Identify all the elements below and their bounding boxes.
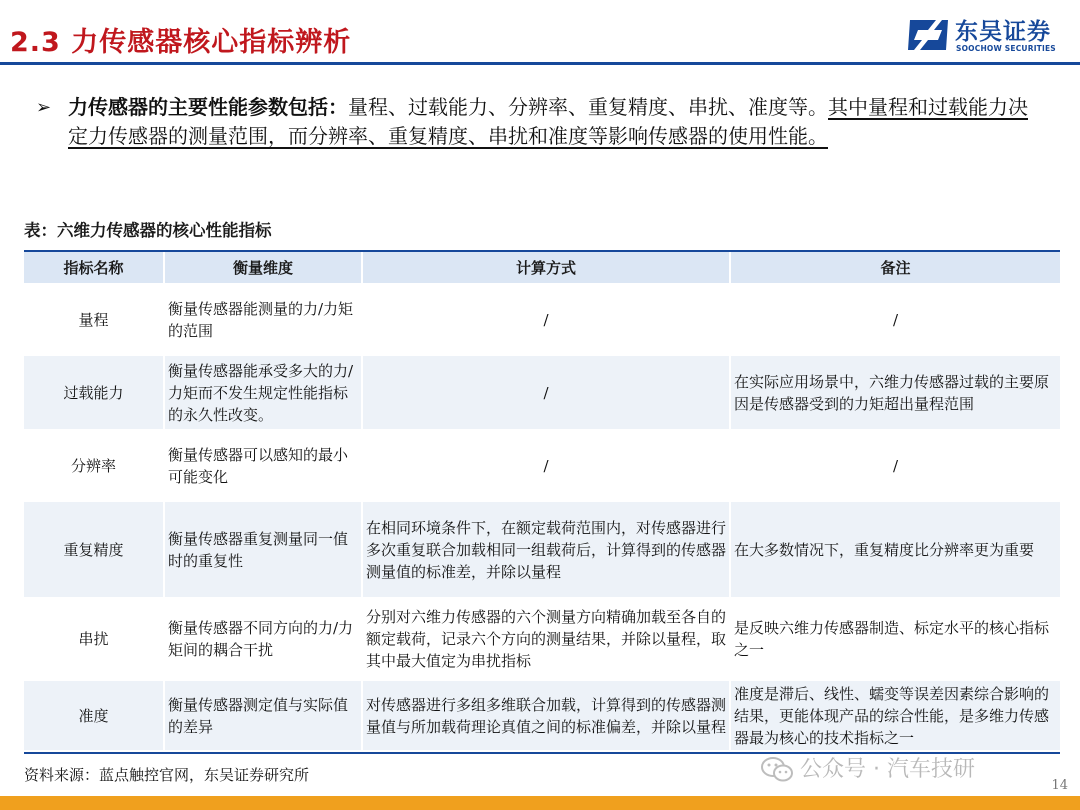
page-number: 14	[1051, 778, 1068, 793]
row-metric-name: 串扰	[24, 597, 164, 681]
row-method: /	[362, 283, 730, 356]
source-note: 资料来源：蓝点触控官网，东吴证券研究所	[24, 766, 310, 784]
arrow-bullet-icon: ➢	[36, 97, 52, 118]
row-dimension: 衡量传感器能承受多大的力/力矩而不发生规定性能指标的永久性改变。	[164, 356, 362, 429]
row-note: 是反映六维力传感器制造、标定水平的核心指标之一	[730, 597, 1060, 681]
row-dimension: 衡量传感器测定值与实际值的差异	[164, 681, 362, 750]
row-metric-name: 量程	[24, 283, 164, 356]
row-note: /	[730, 283, 1060, 356]
header-method: 计算方式	[362, 252, 730, 283]
table-row	[24, 356, 1060, 429]
row-method: /	[362, 429, 730, 502]
summary-bullet	[36, 93, 1036, 151]
row-method: /	[362, 356, 730, 429]
row-metric-name: 过载能力	[24, 356, 164, 429]
row-metric-name: 准度	[24, 681, 164, 750]
watermark	[760, 752, 975, 784]
header-divider	[0, 62, 1080, 65]
row-dimension: 衡量传感器可以感知的最小可能变化	[164, 429, 362, 502]
row-metric-name: 重复精度	[24, 502, 164, 597]
row-metric-name: 分辨率	[24, 429, 164, 502]
table-row	[24, 502, 1060, 597]
summary-conclusion: 其中量程和过载能力决定力传感器的测量范围，而分辨率、重复精度、串扰和准度等影响传感器的使用性能。	[68, 95, 1028, 148]
table-row	[24, 283, 1060, 356]
row-dimension: 衡量传感器不同方向的力/力矩间的耦合干扰	[164, 597, 362, 681]
summary-parameters: 量程、过载能力、分辨率、重复精度、串扰、准度等。	[348, 95, 828, 119]
watermark-text: 公众号 · 汽车技研	[800, 757, 975, 782]
page-title: 2.3 力传感器核心指标辨析	[10, 27, 352, 58]
header-dimension: 衡量维度	[164, 252, 362, 283]
summary-text	[68, 93, 1036, 151]
logo-chinese-name: 东吴证券	[955, 19, 1051, 45]
row-method: 在相同环境条件下，在额定载荷范围内，对传感器进行多次重复联合加载相同一组载荷后，计算得到的传感器测量值的标准差，并除以量程	[362, 502, 730, 597]
row-method: 分别对六维力传感器的六个测量方向精确加载至各自的额定载荷，记录六个方向的测量结果，并除以量程，取其中最大值定为串扰指标	[362, 597, 730, 681]
table-header-row	[24, 252, 1060, 283]
table-row	[24, 597, 1060, 681]
row-note: 准度是滞后、线性、蠕变等误差因素综合影响的结果，更能体现产品的综合性能，是多维力传感器最为核心的技术指标之一	[730, 681, 1060, 750]
row-note: 在实际应用场景中，六维力传感器过载的主要原因是传感器受到的力矩超出量程范围	[730, 356, 1060, 429]
table-caption: 表：六维力传感器的核心性能指标	[24, 221, 272, 240]
footer-bar	[0, 796, 1080, 810]
row-dimension: 衡量传感器能测量的力/力矩的范围	[164, 283, 362, 356]
header-note: 备注	[730, 252, 1060, 283]
row-dimension: 衡量传感器重复测量同一值时的重复性	[164, 502, 362, 597]
table-row	[24, 429, 1060, 502]
table-row	[24, 681, 1060, 750]
row-note: 在大多数情况下，重复精度比分辨率更为重要	[730, 502, 1060, 597]
company-logo	[906, 16, 1072, 58]
row-method: 对传感器进行多组多维联合加载，计算得到的传感器测量值与所加载荷理论真值之间的标准偏差，并除以量程	[362, 681, 730, 750]
logo-english-name: SOOCHOW SECURITIES	[956, 44, 1056, 53]
row-note: /	[730, 429, 1060, 502]
summary-lead: 力传感器的主要性能参数包括：	[68, 95, 348, 119]
header-metric-name: 指标名称	[24, 252, 164, 283]
soochow-logo-icon	[906, 16, 950, 54]
wechat-icon	[760, 756, 794, 784]
metrics-table	[24, 252, 1060, 750]
